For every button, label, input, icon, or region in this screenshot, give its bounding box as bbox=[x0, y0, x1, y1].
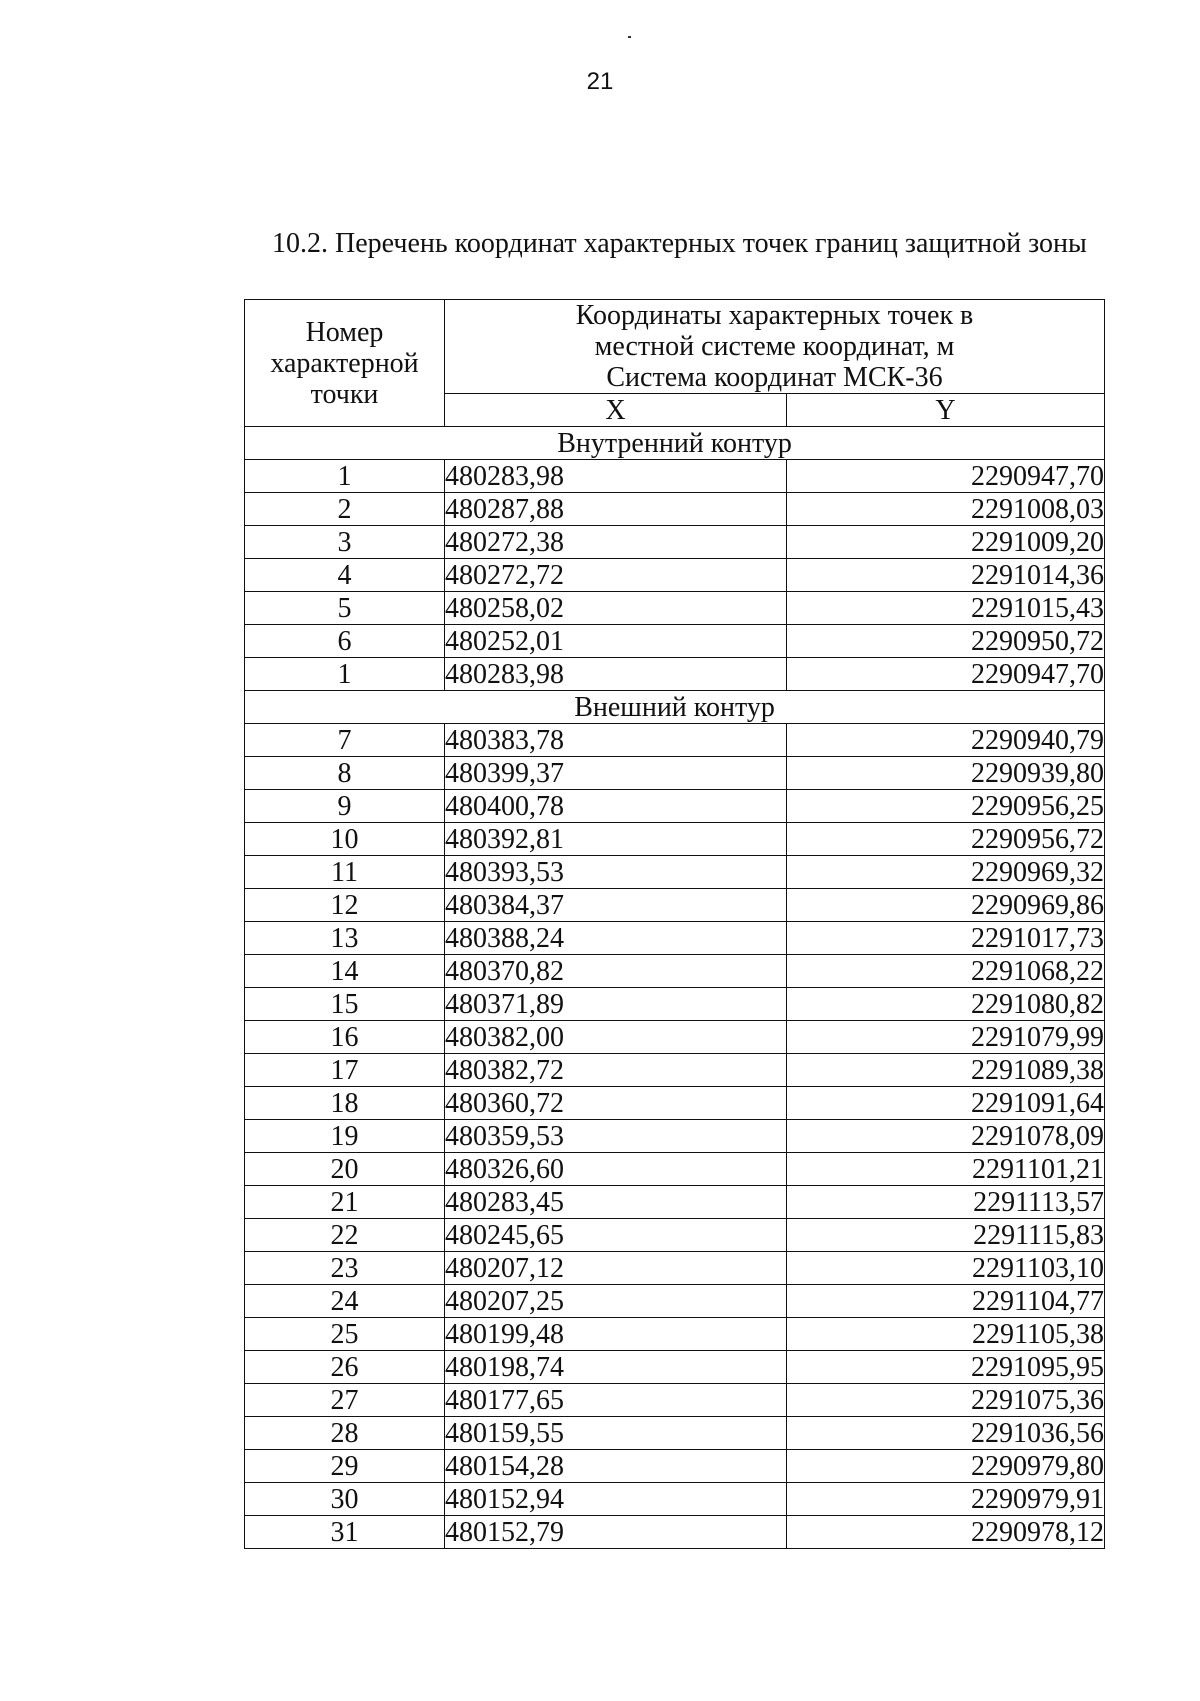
x-coordinate-cell: 480199,48 bbox=[445, 1318, 787, 1351]
table-row bbox=[245, 1054, 1105, 1087]
x-coordinate-cell: 480399,37 bbox=[445, 757, 787, 790]
y-coordinate-cell: 2290940,79 bbox=[787, 724, 1105, 757]
header-coordinates bbox=[445, 300, 1105, 394]
y-coordinate-cell: 2291080,82 bbox=[787, 988, 1105, 1021]
header-coordinates-line: Координаты характерных точек в bbox=[575, 300, 974, 331]
point-number-cell: 17 bbox=[245, 1054, 445, 1087]
header-coordinates-line: Система координат МСК-36 bbox=[606, 362, 943, 393]
table-row bbox=[245, 1021, 1105, 1054]
y-coordinate-cell: 2291105,38 bbox=[787, 1318, 1105, 1351]
table-row bbox=[245, 493, 1105, 526]
x-coordinate-cell: 480370,82 bbox=[445, 955, 787, 988]
table-row bbox=[245, 1417, 1105, 1450]
y-coordinate-cell: 2290956,72 bbox=[787, 823, 1105, 856]
y-coordinate-cell: 2290950,72 bbox=[787, 625, 1105, 658]
section-row bbox=[245, 691, 1105, 724]
point-number-cell: 14 bbox=[245, 955, 445, 988]
table-row bbox=[245, 592, 1105, 625]
x-coordinate-cell: 480392,81 bbox=[445, 823, 787, 856]
y-coordinate-cell: 2291036,56 bbox=[787, 1417, 1105, 1450]
y-coordinate-cell: 2290979,80 bbox=[787, 1450, 1105, 1483]
x-coordinate-cell: 480287,88 bbox=[445, 493, 787, 526]
x-coordinate-cell: 480400,78 bbox=[445, 790, 787, 823]
point-number-cell: 2 bbox=[245, 493, 445, 526]
point-number-cell: 7 bbox=[245, 724, 445, 757]
point-number-cell: 6 bbox=[245, 625, 445, 658]
y-coordinate-cell: 2291101,21 bbox=[787, 1153, 1105, 1186]
table-row bbox=[245, 1153, 1105, 1186]
y-coordinate-cell: 2290979,91 bbox=[787, 1483, 1105, 1516]
y-coordinate-cell: 2291009,20 bbox=[787, 526, 1105, 559]
table-row bbox=[245, 1219, 1105, 1252]
y-coordinate-cell: 2290947,70 bbox=[787, 658, 1105, 691]
scan-artifact-dot bbox=[628, 36, 631, 38]
point-number-cell: 31 bbox=[245, 1516, 445, 1549]
y-coordinate-cell: 2291079,99 bbox=[787, 1021, 1105, 1054]
y-coordinate-cell: 2290956,25 bbox=[787, 790, 1105, 823]
x-coordinate-cell: 480207,12 bbox=[445, 1252, 787, 1285]
table-row bbox=[245, 526, 1105, 559]
y-coordinate-cell: 2291113,57 bbox=[787, 1186, 1105, 1219]
document-title: 10.2. Перечень координат характерных точек границ защитной зоны bbox=[272, 228, 1087, 259]
point-number-cell: 26 bbox=[245, 1351, 445, 1384]
x-coordinate-cell: 480384,37 bbox=[445, 889, 787, 922]
point-number-cell: 4 bbox=[245, 559, 445, 592]
y-coordinate-cell: 2290947,70 bbox=[787, 460, 1105, 493]
point-number-cell: 30 bbox=[245, 1483, 445, 1516]
x-coordinate-cell: 480245,65 bbox=[445, 1219, 787, 1252]
y-coordinate-cell: 2291091,64 bbox=[787, 1087, 1105, 1120]
header-point-number-line: точки bbox=[310, 378, 379, 410]
table-row bbox=[245, 1318, 1105, 1351]
table-row bbox=[245, 1186, 1105, 1219]
x-coordinate-cell: 480152,94 bbox=[445, 1483, 787, 1516]
y-coordinate-cell: 2291095,95 bbox=[787, 1351, 1105, 1384]
y-coordinate-cell: 2291115,83 bbox=[787, 1219, 1105, 1252]
table-row bbox=[245, 625, 1105, 658]
table-row bbox=[245, 1483, 1105, 1516]
x-coordinate-cell: 480371,89 bbox=[445, 988, 787, 1021]
point-number-cell: 18 bbox=[245, 1087, 445, 1120]
table-row bbox=[245, 460, 1105, 493]
table-row bbox=[245, 823, 1105, 856]
point-number-cell: 11 bbox=[245, 856, 445, 889]
header-point-number-line: характерной bbox=[270, 347, 419, 379]
y-coordinate-cell: 2291008,03 bbox=[787, 493, 1105, 526]
section-row bbox=[245, 427, 1105, 460]
y-coordinate-cell: 2290969,86 bbox=[787, 889, 1105, 922]
table-row bbox=[245, 1516, 1105, 1549]
y-coordinate-cell: 2290969,32 bbox=[787, 856, 1105, 889]
y-coordinate-cell: 2290939,80 bbox=[787, 757, 1105, 790]
x-coordinate-cell: 480198,74 bbox=[445, 1351, 787, 1384]
y-coordinate-cell: 2291015,43 bbox=[787, 592, 1105, 625]
table-row bbox=[245, 724, 1105, 757]
table-row bbox=[245, 955, 1105, 988]
x-coordinate-cell: 480177,65 bbox=[445, 1384, 787, 1417]
point-number-cell: 22 bbox=[245, 1219, 445, 1252]
header-point-number bbox=[245, 300, 445, 427]
header-coordinates-line: местной системе координат, м bbox=[594, 331, 955, 362]
table-row bbox=[245, 1252, 1105, 1285]
y-coordinate-cell: 2291104,77 bbox=[787, 1285, 1105, 1318]
point-number-cell: 13 bbox=[245, 922, 445, 955]
x-coordinate-cell: 480272,72 bbox=[445, 559, 787, 592]
x-coordinate-cell: 480283,45 bbox=[445, 1186, 787, 1219]
point-number-cell: 23 bbox=[245, 1252, 445, 1285]
point-number-cell: 16 bbox=[245, 1021, 445, 1054]
header-y: Y bbox=[787, 394, 1105, 427]
x-coordinate-cell: 480152,79 bbox=[445, 1516, 787, 1549]
x-coordinate-cell: 480252,01 bbox=[445, 625, 787, 658]
section-title: Внешний контур bbox=[245, 691, 1105, 724]
point-number-cell: 8 bbox=[245, 757, 445, 790]
y-coordinate-cell: 2291078,09 bbox=[787, 1120, 1105, 1153]
table-row bbox=[245, 889, 1105, 922]
table-body bbox=[245, 427, 1105, 1549]
table-row bbox=[245, 559, 1105, 592]
point-number-cell: 1 bbox=[245, 460, 445, 493]
x-coordinate-cell: 480393,53 bbox=[445, 856, 787, 889]
section-title: Внутренний контур bbox=[245, 427, 1105, 460]
x-coordinate-cell: 480283,98 bbox=[445, 658, 787, 691]
header-point-number-line: Номер bbox=[305, 316, 384, 348]
point-number-cell: 25 bbox=[245, 1318, 445, 1351]
point-number-cell: 28 bbox=[245, 1417, 445, 1450]
point-number-cell: 29 bbox=[245, 1450, 445, 1483]
x-coordinate-cell: 480159,55 bbox=[445, 1417, 787, 1450]
x-coordinate-cell: 480382,72 bbox=[445, 1054, 787, 1087]
point-number-cell: 10 bbox=[245, 823, 445, 856]
y-coordinate-cell: 2291075,36 bbox=[787, 1384, 1105, 1417]
x-coordinate-cell: 480326,60 bbox=[445, 1153, 787, 1186]
page-number: 21 bbox=[586, 68, 614, 95]
x-coordinate-cell: 480360,72 bbox=[445, 1087, 787, 1120]
x-coordinate-cell: 480283,98 bbox=[445, 460, 787, 493]
point-number-cell: 9 bbox=[245, 790, 445, 823]
table-row bbox=[245, 988, 1105, 1021]
point-number-cell: 15 bbox=[245, 988, 445, 1021]
x-coordinate-cell: 480258,02 bbox=[445, 592, 787, 625]
table-row bbox=[245, 658, 1105, 691]
x-coordinate-cell: 480154,28 bbox=[445, 1450, 787, 1483]
y-coordinate-cell: 2291103,10 bbox=[787, 1252, 1105, 1285]
table-row bbox=[245, 757, 1105, 790]
point-number-cell: 3 bbox=[245, 526, 445, 559]
y-coordinate-cell: 2290978,12 bbox=[787, 1516, 1105, 1549]
table-row bbox=[245, 790, 1105, 823]
x-coordinate-cell: 480382,00 bbox=[445, 1021, 787, 1054]
point-number-cell: 27 bbox=[245, 1384, 445, 1417]
header-x: X bbox=[445, 394, 787, 427]
y-coordinate-cell: 2291017,73 bbox=[787, 922, 1105, 955]
point-number-cell: 24 bbox=[245, 1285, 445, 1318]
table-row bbox=[245, 856, 1105, 889]
table-row bbox=[245, 922, 1105, 955]
x-coordinate-cell: 480359,53 bbox=[445, 1120, 787, 1153]
x-coordinate-cell: 480383,78 bbox=[445, 724, 787, 757]
point-number-cell: 12 bbox=[245, 889, 445, 922]
table-row bbox=[245, 1351, 1105, 1384]
point-number-cell: 21 bbox=[245, 1186, 445, 1219]
x-coordinate-cell: 480272,38 bbox=[445, 526, 787, 559]
y-coordinate-cell: 2291014,36 bbox=[787, 559, 1105, 592]
point-number-cell: 20 bbox=[245, 1153, 445, 1186]
table-row bbox=[245, 1450, 1105, 1483]
point-number-cell: 5 bbox=[245, 592, 445, 625]
y-coordinate-cell: 2291089,38 bbox=[787, 1054, 1105, 1087]
coordinates-table bbox=[244, 299, 1105, 1549]
x-coordinate-cell: 480207,25 bbox=[445, 1285, 787, 1318]
table-row bbox=[245, 1384, 1105, 1417]
point-number-cell: 1 bbox=[245, 658, 445, 691]
x-coordinate-cell: 480388,24 bbox=[445, 922, 787, 955]
y-coordinate-cell: 2291068,22 bbox=[787, 955, 1105, 988]
table-row bbox=[245, 1087, 1105, 1120]
point-number-cell: 19 bbox=[245, 1120, 445, 1153]
table-row bbox=[245, 1285, 1105, 1318]
table-header bbox=[245, 300, 1105, 427]
table-row bbox=[245, 1120, 1105, 1153]
